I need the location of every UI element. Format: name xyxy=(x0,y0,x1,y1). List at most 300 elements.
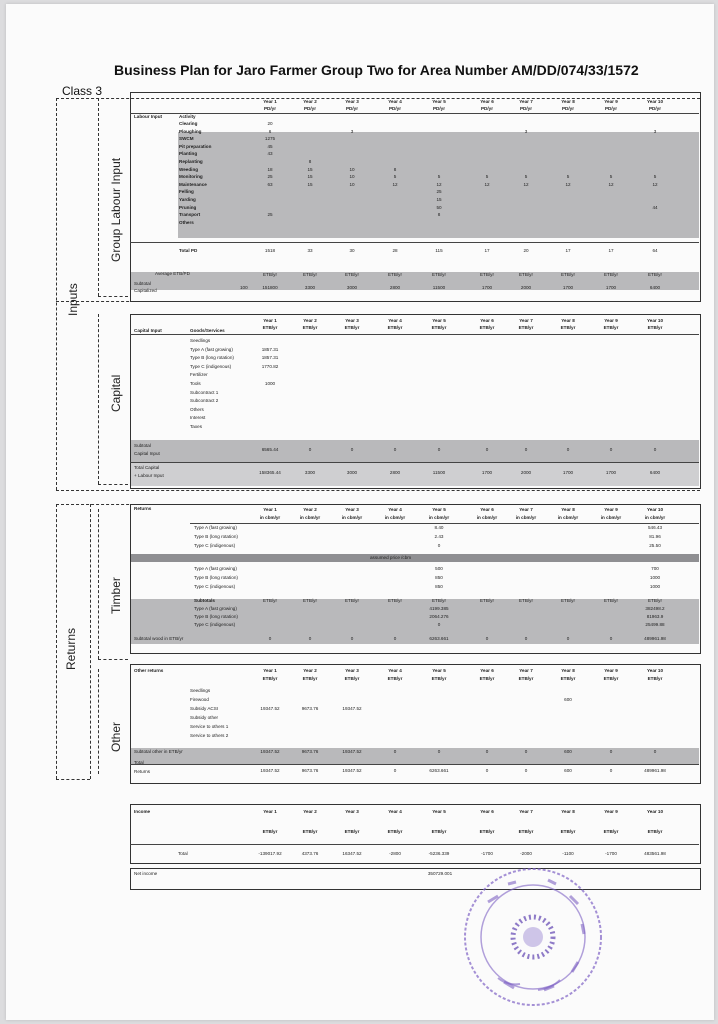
unit-header: in cbm/yr xyxy=(644,515,666,520)
timber-vol-cell: 0 xyxy=(437,543,441,548)
returns-section-label: Returns xyxy=(134,506,152,511)
labour-total-cell: 17 xyxy=(484,248,490,253)
timber-subtotal-cell: 0 xyxy=(437,622,441,627)
unit-header: ETB/yr xyxy=(479,829,495,834)
labour-cell: 45 xyxy=(267,143,273,149)
capital-item-label: Subcontract 2 xyxy=(190,398,219,404)
year-header: Year 8 xyxy=(561,99,575,104)
year-header: Year 7 xyxy=(519,99,533,104)
dash-line xyxy=(56,779,90,780)
labour-cell: 15 xyxy=(307,166,313,172)
labour-cell: 25 xyxy=(436,189,442,195)
year-header: Year 6 xyxy=(480,99,494,104)
year-header: Year 9 xyxy=(604,668,618,673)
unit-header: ETB/yr xyxy=(387,829,403,834)
timber-price-cell: 1000 xyxy=(649,575,661,580)
labour-cell: 8 xyxy=(393,166,397,172)
other-subtotal-cell: 9673.76 xyxy=(301,749,319,754)
dash-line xyxy=(56,98,57,490)
timber-wood-cell: 489961.98 xyxy=(644,636,666,641)
other-total-cell: 0 xyxy=(393,768,397,773)
timber-subtotal-cell: 2064.276 xyxy=(429,614,449,619)
activity-label: Felling xyxy=(179,189,194,195)
year-header: Year 5 xyxy=(432,668,446,673)
labour-input-table xyxy=(130,92,701,302)
unit-header: ETB/yr xyxy=(560,325,576,330)
unit-header: ETB/yr xyxy=(387,676,403,681)
capital-item-value: 1770.82 xyxy=(261,363,279,369)
other-item-label: Subsidy other xyxy=(190,715,219,720)
etb-unit-header: ETB/yr xyxy=(302,272,318,277)
etb-unit-header: ETB/yr xyxy=(387,272,403,277)
income-total-cell: 483561.98 xyxy=(644,851,666,856)
unit-header: PD/yr xyxy=(519,106,533,111)
activity-label: Transport xyxy=(179,212,201,218)
timber-type-label: Type B (long rotation) xyxy=(194,614,238,619)
labour-total-cell: 64 xyxy=(652,248,658,253)
year-header: Year 8 xyxy=(561,507,575,512)
activity-label: Monitoring xyxy=(179,174,203,180)
unit-header: ETB/yr xyxy=(431,829,447,834)
etb-unit-header: ETB/yr xyxy=(603,598,619,603)
income-total-cell: -2000 xyxy=(520,851,532,856)
unit-header: PD/yr xyxy=(604,106,618,111)
labour-cell: 3 xyxy=(653,128,657,134)
labour-subtotal-cell: 3300 xyxy=(304,285,316,290)
etb-unit-header: ETB/yr xyxy=(262,598,278,603)
labour-cell: 43 xyxy=(267,151,273,157)
timber-price-cell: 1000 xyxy=(649,584,661,589)
header-rule xyxy=(130,113,699,114)
other-item-label: Firewood xyxy=(190,697,209,702)
timber-type-label: Type C (indigenous) xyxy=(194,584,236,589)
labour-cell: 12 xyxy=(436,181,442,187)
other-item-cell: 19347.52 xyxy=(342,706,362,711)
labour-cell: 20 xyxy=(267,121,273,126)
year-header: Year 2 xyxy=(303,99,317,104)
subtotal-other-label: Subtotal other in ETB/yr xyxy=(134,749,183,754)
capital-item-label: Interest xyxy=(190,415,206,421)
labour-cell: 10 xyxy=(349,181,355,187)
other-subtotal-cell: 0 xyxy=(393,749,397,754)
other-item-label: Service to others 2 xyxy=(190,733,229,738)
labour-cell: 8 xyxy=(437,212,441,218)
capital-total-cell: 6400 xyxy=(649,470,661,475)
avg-value: 100 xyxy=(240,285,248,290)
total-capital-label-2: + Labour Input xyxy=(134,473,164,478)
avg-label: Average ETB/PD xyxy=(155,271,190,276)
labour-cell: 44 xyxy=(652,204,658,210)
capital-item-label: Type A (fast growing) xyxy=(190,346,233,352)
labour-subtotal-cell: 151800 xyxy=(262,285,278,290)
year-header: Year 3 xyxy=(345,99,359,104)
labour-cell: 12 xyxy=(484,181,490,187)
etb-unit-header: ETB/yr xyxy=(344,598,360,603)
labour-subtotal-cell: 6400 xyxy=(649,285,661,290)
timber-type-label: Type B (long rotation) xyxy=(194,575,238,580)
labour-cell: 5 xyxy=(524,174,528,180)
unit-header: ETB/yr xyxy=(560,829,576,834)
unit-header: ETB/yr xyxy=(344,676,360,681)
dash-line xyxy=(98,314,99,484)
timber-wood-cell: 0 xyxy=(485,636,489,641)
unit-header: ETB/yr xyxy=(647,829,663,834)
net-income-label: Net income xyxy=(134,871,158,876)
labour-cell: 1275 xyxy=(264,136,276,142)
capital-item-value: 1000 xyxy=(264,381,276,386)
labour-subtotal-cell: 1700 xyxy=(605,285,617,290)
income-total-label: Total xyxy=(178,851,188,856)
capital-subtotal-cell: 0 xyxy=(653,447,657,452)
year-header: Year 10 xyxy=(646,507,664,512)
etb-unit-header: ETB/yr xyxy=(302,598,318,603)
labour-total-cell: 17 xyxy=(608,248,614,253)
labour-cell: 6 xyxy=(268,128,272,134)
unit-header: in cbm/yr xyxy=(600,515,622,520)
labour-cell: 10 xyxy=(349,174,355,180)
timber-vol-cell: 2.43 xyxy=(434,534,444,539)
timber-wood-cell: 6263.661 xyxy=(429,636,449,641)
other-subtotal-cell: 19347.52 xyxy=(260,749,280,754)
income-section-label: Income xyxy=(134,809,151,814)
etb-unit-header: ETB/yr xyxy=(560,272,576,277)
timber-price-cell: 700 xyxy=(651,566,659,571)
labour-cell: 8 xyxy=(308,159,312,164)
year-header: Year 1 xyxy=(263,318,277,323)
unit-header: in cbm/yr xyxy=(557,515,579,520)
etb-unit-header: ETB/yr xyxy=(560,598,576,603)
other-subtotal-cell: 0 xyxy=(437,749,441,754)
total-rule xyxy=(130,764,699,765)
returns-label: Returns xyxy=(64,627,78,670)
timber-type-label: Type B (long rotation) xyxy=(194,534,238,539)
subtotal-label: Subtotal xyxy=(134,281,151,286)
unit-header: in cbm/yr xyxy=(515,515,537,520)
unit-header: in cbm/yr xyxy=(259,515,281,520)
timber-wood-cell: 0 xyxy=(393,636,397,641)
timber-wood-cell: 0 xyxy=(350,636,354,641)
capital-item-label: Fertilizer xyxy=(190,372,208,378)
year-header: Year 7 xyxy=(519,318,533,323)
labour-cell: 5 xyxy=(437,174,441,180)
year-header: Year 3 xyxy=(345,809,359,814)
year-header: Year 5 xyxy=(432,507,446,512)
etb-unit-header: ETB/yr xyxy=(518,272,534,277)
year-header: Year 6 xyxy=(480,809,494,814)
year-header: Year 4 xyxy=(388,318,402,323)
timber-price-cell: 850 xyxy=(435,584,443,589)
capital-subtotal-cell: 0 xyxy=(437,447,441,452)
unit-header: ETB/yr xyxy=(431,325,447,330)
year-header: Year 4 xyxy=(388,99,402,104)
dash-line xyxy=(98,659,128,660)
year-header: Year 10 xyxy=(646,809,664,814)
timber-type-label: Type A (fast growing) xyxy=(194,525,237,530)
unit-header: ETB/yr xyxy=(518,676,534,681)
year-header: Year 7 xyxy=(519,809,533,814)
capital-subtotal-cell: 0 xyxy=(566,447,570,452)
unit-header: PD/yr xyxy=(432,106,446,111)
capital-label: Capital xyxy=(109,374,123,412)
year-header: Year 9 xyxy=(604,318,618,323)
capital-section-label: Capital Input xyxy=(134,328,162,333)
official-stamp xyxy=(458,862,608,1012)
income-total-cell: -5236.339 xyxy=(428,851,450,856)
total-returns-label: Total xyxy=(134,760,144,765)
header-rule xyxy=(130,334,699,335)
other-total-cell: 19347.52 xyxy=(260,768,280,773)
dash-line xyxy=(98,669,99,774)
year-header: Year 8 xyxy=(561,318,575,323)
capital-item-value: 1857.31 xyxy=(261,355,279,361)
year-header: Year 1 xyxy=(263,809,277,814)
capital-item-label: Taxes xyxy=(190,424,202,429)
timber-label: Timber xyxy=(109,577,123,614)
unit-header: ETB/yr xyxy=(603,676,619,681)
income-total-cell: -2800 xyxy=(389,851,401,856)
unit-header: ETB/yr xyxy=(647,676,663,681)
unit-header: ETB/yr xyxy=(603,829,619,834)
class-label: Class 3 xyxy=(62,84,103,98)
etb-unit-header: ETB/yr xyxy=(387,598,403,603)
capital-subtotal-cell: 0 xyxy=(524,447,528,452)
labour-cell: 63 xyxy=(267,181,273,187)
income-total-cell: 4373.76 xyxy=(301,851,319,856)
dash-line xyxy=(90,504,91,779)
year-header: Year 1 xyxy=(263,507,277,512)
unit-header: PD/yr xyxy=(648,106,662,111)
year-header: Year 10 xyxy=(646,318,664,323)
shaded-area xyxy=(131,748,699,764)
year-header: Year 3 xyxy=(345,668,359,673)
unit-header: in cbm/yr xyxy=(341,515,363,520)
header-rule xyxy=(130,844,699,845)
labour-cell: 12 xyxy=(608,181,614,187)
year-header: Year 6 xyxy=(480,318,494,323)
etb-unit-header: ETB/yr xyxy=(262,272,278,277)
unit-header: ETB/yr xyxy=(344,829,360,834)
labour-cell: 50 xyxy=(436,204,442,210)
other-total-cell: 0 xyxy=(524,768,528,773)
labour-cell: 5 xyxy=(566,174,570,180)
total-returns-label-2: Returns xyxy=(134,769,151,774)
net-income-value: 350729.001 xyxy=(427,871,453,876)
year-header: Year 4 xyxy=(388,809,402,814)
labour-subtotal-cell: 2800 xyxy=(389,285,401,290)
other-returns-table xyxy=(130,664,701,784)
capital-subtotal-cell: 0 xyxy=(393,447,397,452)
dash-line xyxy=(98,296,128,297)
other-total-cell: 489961.98 xyxy=(644,768,666,773)
timber-type-label: Type C (indigenous) xyxy=(194,543,236,548)
year-header: Year 5 xyxy=(432,809,446,814)
timber-subtotal-cell: 4199.385 xyxy=(429,606,449,611)
etb-unit-header: ETB/yr xyxy=(603,272,619,277)
unit-header: ETB/yr xyxy=(302,325,318,330)
unit-header: in cbm/yr xyxy=(476,515,498,520)
timber-vol-cell: 546.43 xyxy=(647,525,663,530)
activity-label: Replanting xyxy=(179,159,203,164)
total-rule xyxy=(130,242,699,243)
labour-cell: 10 xyxy=(349,166,355,172)
header-rule xyxy=(190,523,699,524)
labour-total-cell: 33 xyxy=(307,248,313,253)
unit-header: ETB/yr xyxy=(262,325,278,330)
capital-total-cell: 3000 xyxy=(346,470,358,475)
year-header: Year 9 xyxy=(604,809,618,814)
capital-subtotal-label: Subtotal xyxy=(134,443,151,448)
timber-wood-cell: 0 xyxy=(566,636,570,641)
labour-subtotal-cell: 3000 xyxy=(346,285,358,290)
unit-header: ETB/yr xyxy=(518,325,534,330)
labour-cell: 5 xyxy=(653,174,657,180)
labour-cell: 5 xyxy=(485,174,489,180)
income-total-cell: -1700 xyxy=(481,851,493,856)
year-header: Year 3 xyxy=(345,318,359,323)
unit-header: PD/yr xyxy=(303,106,317,111)
year-header: Year 2 xyxy=(303,318,317,323)
total-rule xyxy=(130,462,699,463)
other-total-cell: 0 xyxy=(485,768,489,773)
other-item-cell: 9673.76 xyxy=(301,706,319,711)
labour-cell: 12 xyxy=(565,181,571,187)
labour-cell: 3 xyxy=(350,128,354,134)
capital-item-label: Type C (indigenous) xyxy=(190,363,232,369)
timber-type-label: Type C (indigenous) xyxy=(194,622,236,627)
income-total-cell: -139017.92 xyxy=(258,851,282,856)
capital-item-value: 1857.31 xyxy=(261,346,279,352)
year-header: Year 6 xyxy=(480,668,494,673)
unit-header: ETB/yr xyxy=(302,676,318,681)
labour-total-cell: 20 xyxy=(523,248,529,253)
labour-cell: 12 xyxy=(392,181,398,187)
timber-wood-cell: 0 xyxy=(308,636,312,641)
activity-label: Clearing xyxy=(179,121,198,126)
capital-input-label: Capital Input xyxy=(134,451,160,456)
unit-header: ETB/yr xyxy=(518,829,534,834)
year-header: Year 1 xyxy=(263,668,277,673)
labour-cell: 15 xyxy=(307,181,313,187)
unit-header: ETB/yr xyxy=(344,325,360,330)
unit-header: ETB/yr xyxy=(479,325,495,330)
other-subtotal-cell: 600 xyxy=(564,749,572,754)
labour-total-cell: 115 xyxy=(435,248,443,253)
labour-total-cell: 1518 xyxy=(264,248,276,253)
labour-subtotal-cell: 1700 xyxy=(562,285,574,290)
dash-line xyxy=(56,504,57,779)
year-header: Year 4 xyxy=(388,668,402,673)
unit-header: ETB/yr xyxy=(431,676,447,681)
timber-price-cell: 850 xyxy=(435,575,443,580)
labour-cell: 18 xyxy=(267,166,273,172)
activity-label: Others xyxy=(179,219,194,225)
labour-cell: 15 xyxy=(307,174,313,180)
year-header: Year 7 xyxy=(519,507,533,512)
year-header: Year 10 xyxy=(646,668,664,673)
inputs-label: Inputs xyxy=(66,283,80,316)
timber-wood-cell: 0 xyxy=(524,636,528,641)
timber-vol-cell: 81.96 xyxy=(649,534,661,539)
year-header: Year 2 xyxy=(303,668,317,673)
other-total-cell: 6263.661 xyxy=(429,768,449,773)
unit-header: ETB/yr xyxy=(647,325,663,330)
capital-item-label: Others xyxy=(190,406,204,412)
labour-cell: 25 xyxy=(267,212,273,218)
labour-cell: 3 xyxy=(524,128,528,134)
other-subtotal-cell: 0 xyxy=(609,749,613,754)
capital-item-label: Seedlings xyxy=(190,338,211,343)
etb-unit-header: ETB/yr xyxy=(647,272,663,277)
activity-label: Weeding xyxy=(179,166,199,172)
year-header: Year 2 xyxy=(303,809,317,814)
timber-wood-cell: 0 xyxy=(609,636,613,641)
year-header: Year 5 xyxy=(432,318,446,323)
labour-cell: 25 xyxy=(267,174,273,180)
labour-cell: 5 xyxy=(393,174,397,180)
unit-header: ETB/yr xyxy=(302,829,318,834)
unit-header: PD/yr xyxy=(388,106,402,111)
activity-header: Activity xyxy=(179,114,196,119)
price-label: assumed price /cbm xyxy=(370,555,412,560)
other-total-cell: 600 xyxy=(564,768,572,773)
goods-header: Goods/Services xyxy=(190,328,225,333)
year-header: Year 7 xyxy=(519,668,533,673)
timber-price-cell: 500 xyxy=(435,566,443,571)
timber-subtotal-cell: 25499.88 xyxy=(645,622,665,627)
activity-label: Planting xyxy=(179,151,198,157)
other-subtotal-cell: 19347.52 xyxy=(342,749,362,754)
document-page xyxy=(6,4,714,1020)
other-item-cell: 600 xyxy=(564,697,572,702)
timber-subtotal-cell: 81963.9 xyxy=(646,614,664,619)
activity-label: Maintenance xyxy=(179,181,207,187)
income-table xyxy=(130,804,701,894)
labour-cell: 12 xyxy=(652,181,658,187)
unit-header: ETB/yr xyxy=(262,829,278,834)
labour-cell: 5 xyxy=(609,174,613,180)
unit-header: in cbm/yr xyxy=(299,515,321,520)
etb-unit-header: ETB/yr xyxy=(431,272,447,277)
unit-header: ETB/yr xyxy=(387,325,403,330)
income-total-cell: -1700 xyxy=(605,851,617,856)
etb-unit-header: ETB/yr xyxy=(479,272,495,277)
activity-label: Ploughing xyxy=(179,128,202,134)
total-capital-label: Total Capital xyxy=(134,465,160,470)
unit-header: ETB/yr xyxy=(262,676,278,681)
capital-subtotal-cell: 0 xyxy=(308,447,312,452)
labour-subtotal-cell: 11500 xyxy=(432,285,446,290)
timber-wood-cell: 0 xyxy=(268,636,272,641)
activity-label: Yarding xyxy=(179,197,196,202)
capital-subtotal-cell: 0 xyxy=(485,447,489,452)
capital-total-cell: 1700 xyxy=(562,470,574,475)
unit-header: PD/yr xyxy=(345,106,359,111)
year-header: Year 9 xyxy=(604,507,618,512)
dash-line xyxy=(98,98,99,296)
other-returns-section-label: Other returns xyxy=(134,668,164,673)
group-labour-input-label: Group Labour Input xyxy=(109,157,123,262)
unit-header: PD/yr xyxy=(480,106,494,111)
unit-header: PD/yr xyxy=(263,106,277,111)
timber-type-label: Type A (fast growing) xyxy=(194,566,237,571)
labour-total-cell: 28 xyxy=(392,248,398,253)
capital-input-table xyxy=(130,314,701,489)
labour-total-cell: 30 xyxy=(349,248,355,253)
capital-item-label: Subcontract 1 xyxy=(190,389,219,395)
labour-total-cell: 17 xyxy=(565,248,571,253)
labour-subtotal-cell: 2000 xyxy=(520,285,532,290)
dash-line xyxy=(98,484,128,485)
